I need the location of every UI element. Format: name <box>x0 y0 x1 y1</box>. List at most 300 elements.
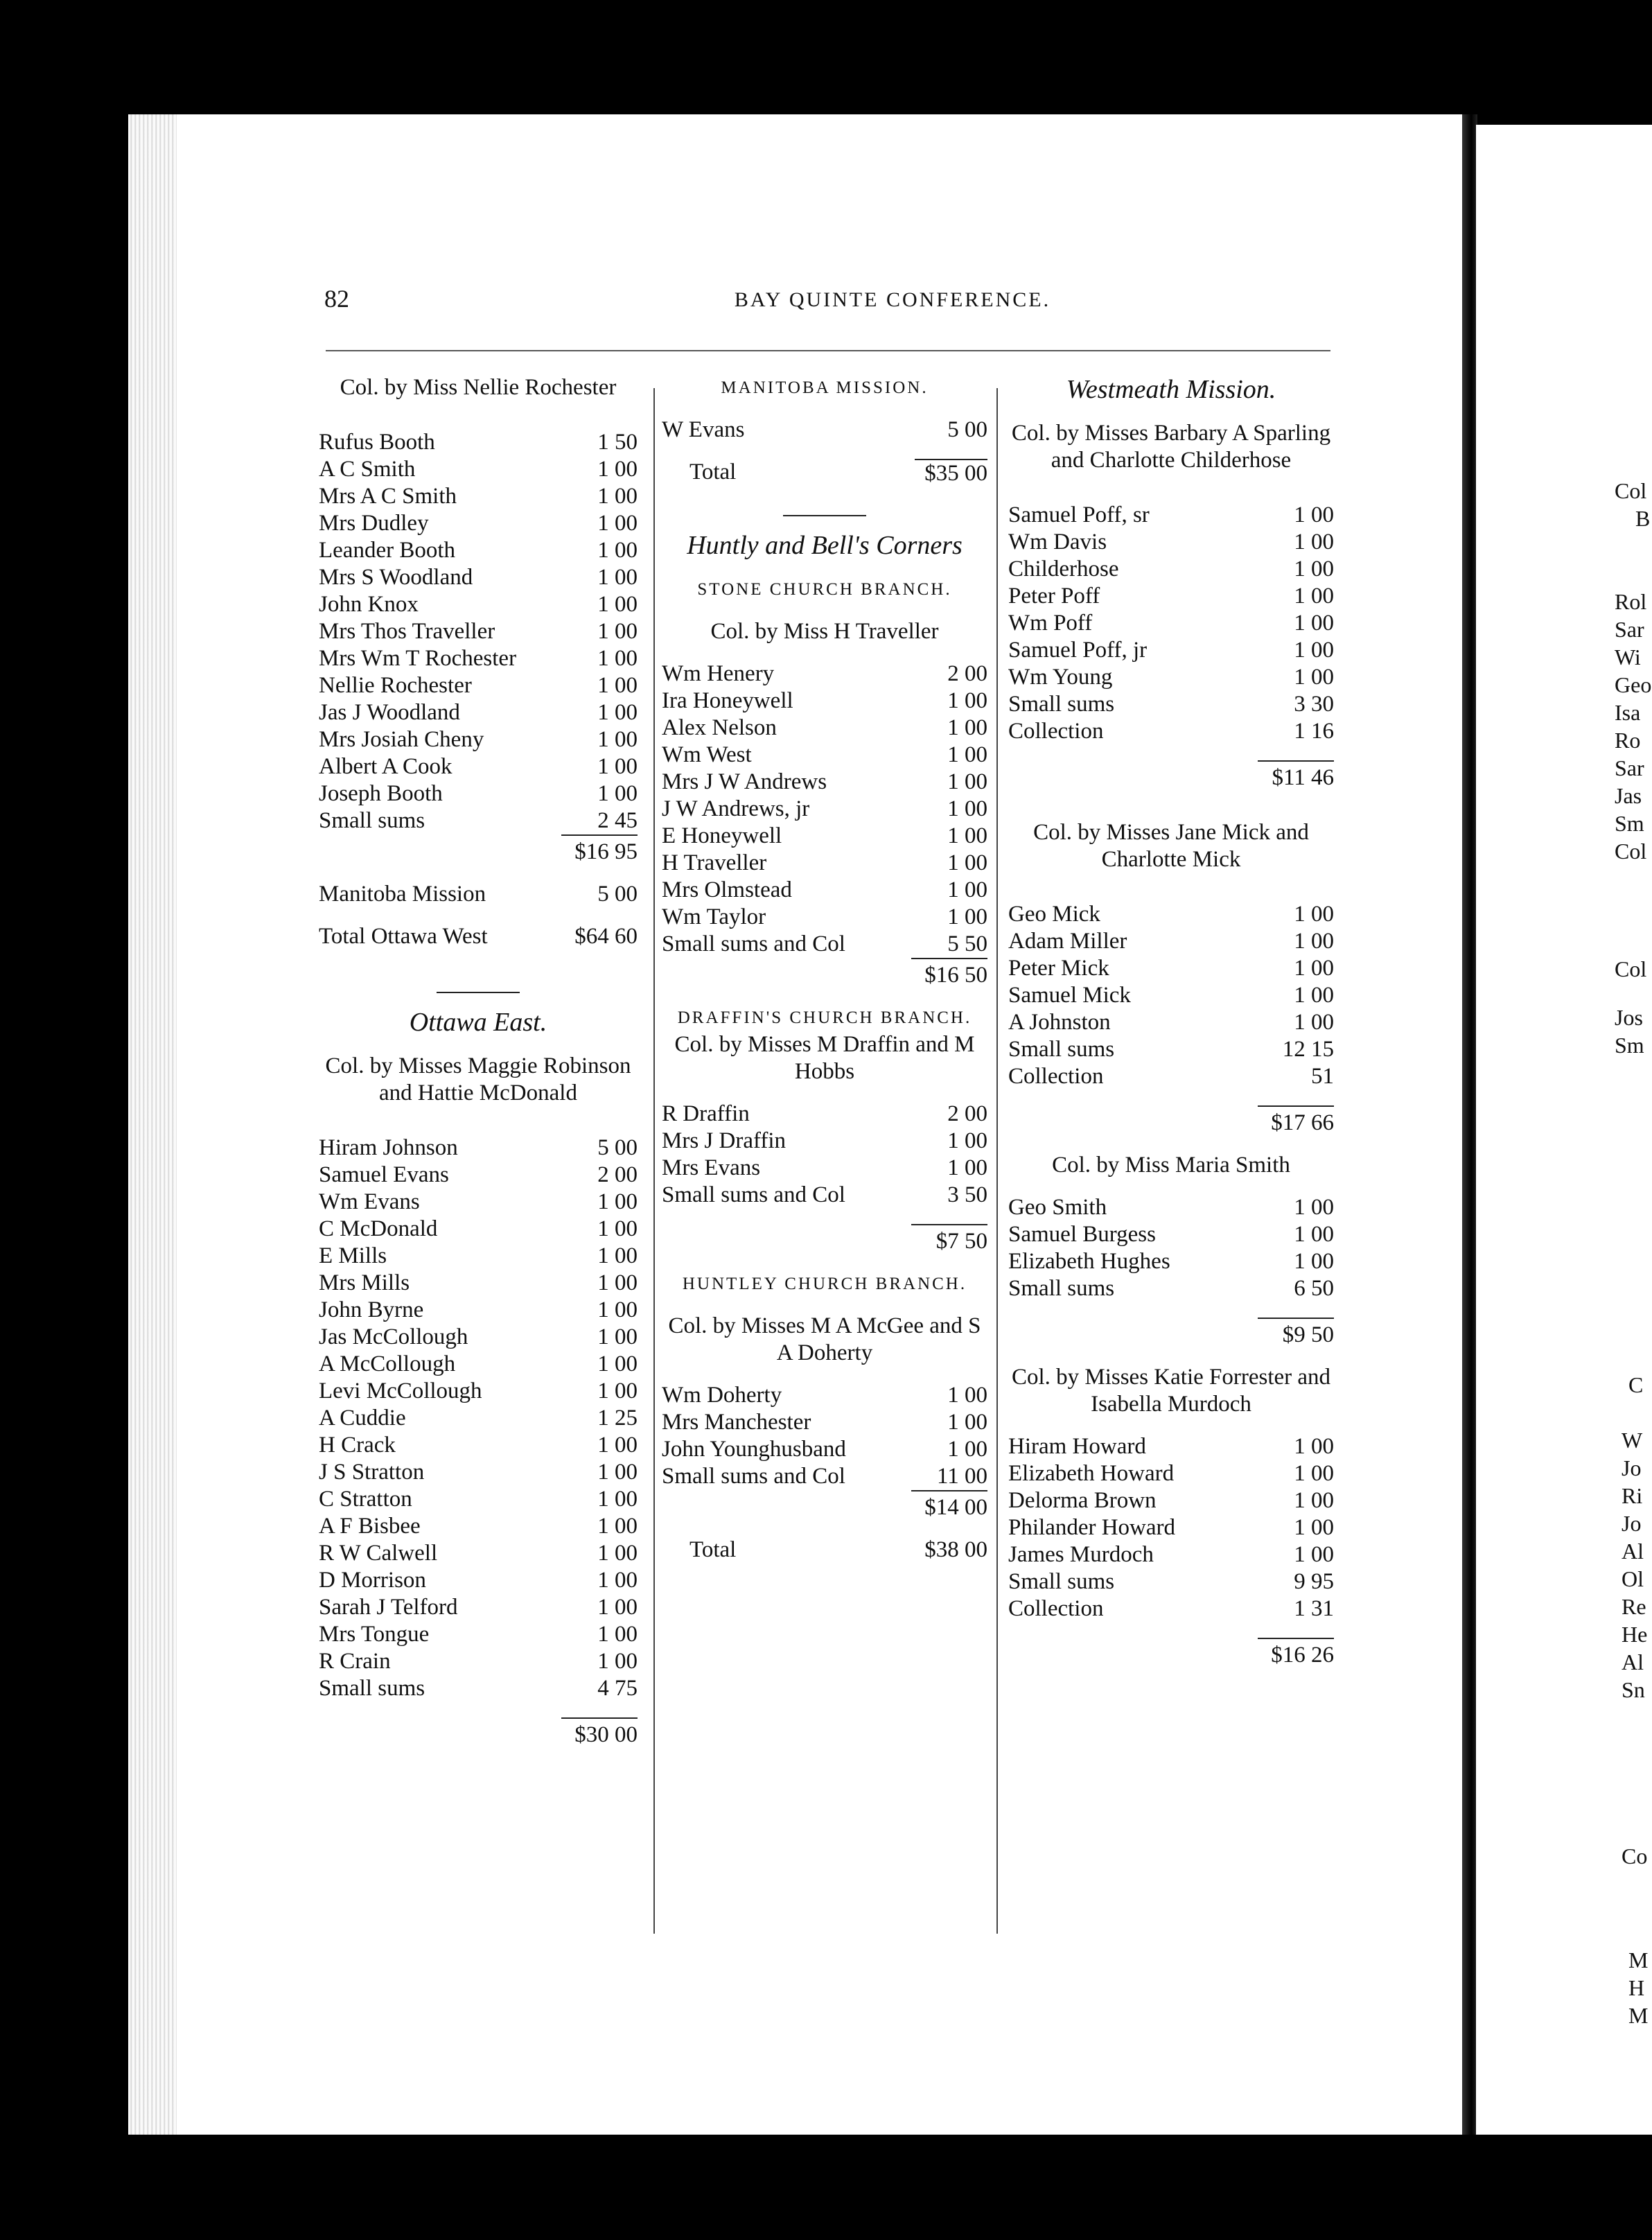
contributor-name: Wm Young <box>1008 665 1113 690</box>
amount: 51 <box>1311 1064 1334 1089</box>
contributor-name: John Byrne <box>319 1297 424 1322</box>
list-item <box>662 1382 987 1409</box>
contributor-name: Wm Doherty <box>662 1383 782 1408</box>
collector-heading: Col. by Miss Nellie Rochester <box>340 375 617 400</box>
contributor-name: Collection <box>1008 1596 1104 1621</box>
list-item <box>1008 637 1334 664</box>
contributor-name: E Honeywell <box>662 823 782 848</box>
contributor-name: A McCollough <box>319 1351 456 1376</box>
amount: 1 00 <box>597 1433 638 1458</box>
amount: 5 00 <box>597 1135 638 1160</box>
contributor-name: Small sums <box>1008 1569 1115 1594</box>
collector-heading: Col. by Misses M Draffin and M Hobbs <box>674 1032 975 1084</box>
amount: 1 00 <box>597 538 638 563</box>
entry-list <box>1008 502 1334 745</box>
amount: 1 00 <box>597 1649 638 1674</box>
list-item <box>319 1648 638 1675</box>
contributor-name: C Stratton <box>319 1487 412 1512</box>
header-rule <box>326 350 1330 351</box>
section-title: Ottawa East. <box>409 1008 547 1037</box>
list-item <box>1008 1009 1334 1036</box>
list-item <box>319 1432 638 1459</box>
amount: 1 00 <box>1294 1488 1334 1513</box>
amount: 1 00 <box>597 1324 638 1349</box>
amount: 1 00 <box>947 688 987 713</box>
subtotal: $16 95 <box>319 834 638 866</box>
contributor-name: R Crain <box>319 1649 391 1674</box>
amount: 1 00 <box>597 592 638 617</box>
list-item <box>319 645 638 672</box>
list-item <box>319 456 638 483</box>
amount: 1 00 <box>1294 611 1334 636</box>
facing-text-fragment: Ol <box>1622 1566 1644 1591</box>
list-item <box>319 672 638 699</box>
list-item <box>319 1621 638 1648</box>
amount: 1 00 <box>597 1595 638 1620</box>
contributor-name: Elizabeth Hughes <box>1008 1249 1170 1274</box>
contributor-name: Collection <box>1008 1064 1104 1089</box>
subtotal: $16 26 <box>1008 1638 1334 1669</box>
facing-text-fragment: Al <box>1622 1650 1644 1674</box>
list-item <box>319 537 638 564</box>
amount: 2 45 <box>597 808 638 833</box>
amount: 1 00 <box>947 742 987 767</box>
entry-list <box>1008 901 1334 1090</box>
contributor-name: Samuel Poff, sr <box>1008 502 1150 527</box>
contributor-name: Rufus Booth <box>319 430 435 455</box>
column-1 <box>319 374 638 1749</box>
amount: 1 00 <box>597 1270 638 1295</box>
contributor-name: Small sums and Col <box>662 1182 845 1207</box>
list-item <box>319 1459 638 1486</box>
amount: 1 00 <box>597 619 638 644</box>
amount: 1 00 <box>1294 983 1334 1008</box>
list-item <box>1008 1063 1334 1090</box>
column-divider <box>996 388 998 1934</box>
list-item <box>662 1436 987 1463</box>
contributor-name: Mrs A C Smith <box>319 484 457 509</box>
amount: 3 50 <box>947 1182 987 1207</box>
list-item <box>319 483 638 510</box>
contributor-name: Small sums <box>319 808 425 833</box>
list-item <box>662 1463 987 1490</box>
contributor-name: Mrs S Woodland <box>319 565 473 590</box>
contributor-name: Philander Howard <box>1008 1515 1176 1540</box>
amount: 1 00 <box>1294 1434 1334 1459</box>
amount: 1 00 <box>1294 665 1334 690</box>
facing-text-fragment: Col <box>1615 956 1647 981</box>
amount: 1 00 <box>947 1155 987 1180</box>
entry-list <box>1008 1194 1334 1302</box>
contributor-name: H Crack <box>319 1433 396 1458</box>
list-item <box>1008 529 1334 556</box>
list-item <box>662 850 987 877</box>
amount: 1 00 <box>947 769 987 794</box>
list-item <box>319 1297 638 1324</box>
contributor-name: A F Bisbee <box>319 1514 421 1539</box>
list-item <box>1008 1194 1334 1221</box>
collector-heading: Col. by Misses Katie Forrester and Isabella Murdoch <box>1011 1365 1331 1417</box>
amount: 1 00 <box>1294 557 1334 581</box>
facing-page <box>1476 125 1652 2135</box>
amount: 1 00 <box>597 781 638 806</box>
contributor-name: A Johnston <box>1008 1010 1111 1035</box>
amount: 1 00 <box>1294 956 1334 981</box>
amount: 1 00 <box>597 727 638 752</box>
facing-text-fragment: Jas <box>1615 783 1642 808</box>
facing-text-fragment: W <box>1622 1428 1643 1453</box>
amount: 1 00 <box>1294 1222 1334 1247</box>
contributor-name: J W Andrews, jr <box>662 796 810 821</box>
amount: 1 50 <box>597 430 638 455</box>
list-item <box>1008 1514 1334 1541</box>
list-item <box>662 877 987 904</box>
facing-text-fragment: Col <box>1615 478 1647 503</box>
amount: 1 00 <box>1294 1195 1334 1220</box>
contributor-name: C McDonald <box>319 1216 438 1241</box>
branch-heading: MANITOBA MISSION. <box>721 378 929 397</box>
amount: 1 00 <box>947 796 987 821</box>
list-item <box>1008 1433 1334 1460</box>
amount: 1 00 <box>947 850 987 875</box>
contributor-name: Peter Mick <box>1008 956 1109 981</box>
section-title: Westmeath Mission. <box>1066 375 1276 404</box>
list-item <box>662 660 987 688</box>
amount: 11 00 <box>936 1464 987 1489</box>
contributor-name: Mrs J Draffin <box>662 1128 787 1153</box>
amount: 1 00 <box>1294 530 1334 554</box>
column-2 <box>662 374 987 1564</box>
list-item <box>662 796 987 823</box>
contributor-name: A Cuddie <box>319 1406 406 1430</box>
facing-text-fragment: Sm <box>1615 1033 1644 1058</box>
list-item <box>319 1351 638 1378</box>
book-spine <box>1462 114 1477 2135</box>
list-item <box>662 742 987 769</box>
amount: 1 00 <box>597 754 638 779</box>
list-item <box>662 1101 987 1128</box>
facing-text-fragment: Wi <box>1615 645 1641 670</box>
contributor-name: Levi McCollough <box>319 1379 482 1403</box>
facing-text-fragment: C <box>1628 1372 1644 1397</box>
contributor-name: Childerhose <box>1008 557 1119 581</box>
amount: 1 00 <box>1294 1515 1334 1540</box>
list-item <box>319 1405 638 1432</box>
facing-text-fragment: H <box>1628 1975 1645 2000</box>
list-item <box>662 904 987 931</box>
contributor-name: Wm Poff <box>1008 611 1093 636</box>
facing-text-fragment: Sar <box>1615 755 1644 780</box>
amount: 2 00 <box>947 661 987 686</box>
list-item <box>1008 928 1334 955</box>
contributor-name: H Traveller <box>662 850 767 875</box>
amount: 1 31 <box>1294 1596 1334 1621</box>
list-item <box>1008 1568 1334 1595</box>
list-item <box>1008 610 1334 637</box>
contributor-name: Wm Taylor <box>662 904 766 929</box>
list-item <box>1008 1460 1334 1487</box>
amount: 1 00 <box>597 1487 638 1512</box>
contributor-name: Geo Mick <box>1008 902 1100 927</box>
page-edge <box>128 114 177 2135</box>
contributor-name: J S Stratton <box>319 1460 425 1485</box>
amount: 1 00 <box>947 715 987 740</box>
entry-list <box>1008 1433 1334 1622</box>
collector-heading: Col. by Misses Barbary A Sparling and Charlotte Childerhose <box>1011 421 1331 473</box>
collector-heading: Col. by Miss H Traveller <box>710 619 939 644</box>
column-divider <box>653 388 655 1934</box>
page-header <box>324 284 1051 319</box>
list-item <box>319 1324 638 1351</box>
collector-heading: Col. by Miss Maria Smith <box>1052 1153 1290 1178</box>
contributor-name: Joseph Booth <box>319 781 443 806</box>
list-item <box>662 769 987 796</box>
list-item <box>319 1486 638 1513</box>
list-item <box>1008 1541 1334 1568</box>
facing-text-fragment: M <box>1628 1948 1649 1972</box>
facing-text-fragment: M <box>1628 2003 1649 2028</box>
list-item <box>662 823 987 850</box>
contributor-name: Small sums and Col <box>662 1464 845 1489</box>
amount: 5 50 <box>947 931 987 956</box>
amount: 1 00 <box>597 565 638 590</box>
list-item <box>1008 691 1334 718</box>
list-item <box>1008 664 1334 691</box>
list-item <box>1008 1275 1334 1302</box>
contributor-name: Delorma Brown <box>1008 1488 1157 1513</box>
amount: 1 00 <box>1294 584 1334 609</box>
list-item <box>319 510 638 537</box>
facing-text-fragment: Geo <box>1615 672 1652 697</box>
list-item <box>1008 1221 1334 1248</box>
subtotal: $7 50 <box>662 1224 987 1255</box>
contributor-name: Samuel Evans <box>319 1162 449 1187</box>
contributor-name: Sarah J Telford <box>319 1595 458 1620</box>
facing-text-fragment: Al <box>1622 1539 1644 1564</box>
amount: 4 75 <box>597 1676 638 1701</box>
facing-text-fragment: Jo <box>1622 1455 1642 1480</box>
amount: 1 00 <box>947 823 987 848</box>
amount: 1 00 <box>597 700 638 725</box>
facing-text-fragment: Ro <box>1615 728 1641 753</box>
contributor-name: R Draffin <box>662 1101 750 1126</box>
contributor-name: Jas McCollough <box>319 1324 468 1349</box>
amount: 6 50 <box>1294 1276 1334 1301</box>
amount: 9 95 <box>1294 1569 1334 1594</box>
entry-list <box>319 1135 638 1702</box>
list-item <box>319 1135 638 1162</box>
contributor-name: Mrs Thos Traveller <box>319 619 495 644</box>
contributor-name: Mrs J W Andrews <box>662 769 827 794</box>
facing-text-fragment: Co <box>1622 1844 1648 1869</box>
amount: 1 00 <box>597 1568 638 1593</box>
list-item <box>1008 1036 1334 1063</box>
amount: 1 00 <box>597 511 638 536</box>
list-item <box>662 1155 987 1182</box>
amount: 1 00 <box>947 1383 987 1408</box>
amount: 12 15 <box>1282 1037 1334 1062</box>
amount: 1 00 <box>947 1128 987 1153</box>
list-item <box>319 1243 638 1270</box>
branch-heading: STONE CHURCH BRANCH. <box>697 580 952 599</box>
page-number: 82 <box>324 285 349 313</box>
contributor-name: John Younghusband <box>662 1437 846 1462</box>
list-item <box>319 564 638 591</box>
contributor-name: Geo Smith <box>1008 1195 1107 1220</box>
amount: 1 00 <box>597 1460 638 1485</box>
facing-text-fragment: Sar <box>1615 617 1644 642</box>
subtotal: $17 66 <box>1008 1105 1334 1137</box>
list-item <box>319 1216 638 1243</box>
list-item <box>1008 1487 1334 1514</box>
list-item <box>1008 1248 1334 1275</box>
contributor-name: Samuel Burgess <box>1008 1222 1156 1247</box>
list-item <box>319 429 638 456</box>
facing-text-fragment: Sm <box>1615 811 1644 836</box>
amount: 1 00 <box>597 1379 638 1403</box>
section-title: Huntly and Bell's Corners <box>687 531 963 560</box>
amount: 1 00 <box>947 1437 987 1462</box>
amount: 1 00 <box>597 1297 638 1322</box>
list-item <box>319 726 638 753</box>
facing-text-fragment: Ri <box>1622 1483 1643 1508</box>
facing-text-fragment: B <box>1635 506 1651 531</box>
list-item <box>319 1270 638 1297</box>
amount: 3 30 <box>1294 692 1334 717</box>
amount: 1 00 <box>597 673 638 698</box>
contributor-name: R W Calwell <box>319 1541 438 1566</box>
contributor-name: Adam Miller <box>1008 929 1127 954</box>
list-item <box>319 618 638 645</box>
entry-list <box>662 1101 987 1209</box>
amount: 1 00 <box>597 484 638 509</box>
branch-heading: DRAFFIN'S CHURCH BRANCH. <box>677 1008 972 1027</box>
total-row: Total $35 00 <box>689 460 987 486</box>
contributor-name: Samuel Mick <box>1008 983 1131 1008</box>
contributor-name: Small sums and Col <box>662 931 845 956</box>
contributor-name: Hiram Howard <box>1008 1434 1146 1459</box>
amount: 1 00 <box>947 904 987 929</box>
amount: 1 00 <box>597 1514 638 1539</box>
amount: 1 00 <box>597 1189 638 1214</box>
contributor-name: Mrs Wm T Rochester <box>319 646 517 671</box>
amount: 1 00 <box>597 1622 638 1647</box>
amount: 1 00 <box>947 1410 987 1435</box>
list-item: W Evans 5 00 <box>662 417 987 442</box>
amount: 1 00 <box>1294 1461 1334 1486</box>
contributor-name: Wm Henery <box>662 661 775 686</box>
list-item <box>319 1378 638 1405</box>
list-item <box>662 1182 987 1209</box>
amount: 1 00 <box>1294 1542 1334 1567</box>
list-item <box>662 931 987 958</box>
entry-list <box>662 1382 987 1490</box>
facing-text-fragment: Sn <box>1622 1677 1645 1702</box>
column-3 <box>1008 374 1334 1669</box>
contributor-name: Wm West <box>662 742 752 767</box>
list-item <box>662 715 987 742</box>
contributor-name: Mrs Evans <box>662 1155 761 1180</box>
amount: 1 00 <box>597 1541 638 1566</box>
contributor-name: Leander Booth <box>319 538 456 563</box>
contributor-name: Mrs Olmstead <box>662 877 792 902</box>
amount: 1 00 <box>597 1243 638 1268</box>
list-item <box>319 1513 638 1540</box>
contributor-name: Jas J Woodland <box>319 700 460 725</box>
amount: 1 00 <box>597 457 638 482</box>
list-item <box>319 1567 638 1594</box>
amount: 1 00 <box>1294 502 1334 527</box>
list-item <box>1008 718 1334 745</box>
list-item <box>319 1594 638 1621</box>
amount: 1 25 <box>597 1406 638 1430</box>
subtotal: $30 00 <box>319 1717 638 1749</box>
contributor-name: Wm Evans <box>319 1189 420 1214</box>
contributor-name: Mrs Josiah Cheny <box>319 727 484 752</box>
contributor-name: John Knox <box>319 592 419 617</box>
amount: 1 16 <box>1294 719 1334 744</box>
list-item <box>1008 955 1334 982</box>
manitoba-entry: Manitoba Mission 5 00 <box>319 882 638 907</box>
facing-text-fragment: Rol <box>1615 589 1647 614</box>
list-item <box>319 1189 638 1216</box>
amount: 1 00 <box>597 646 638 671</box>
list-item <box>319 807 638 834</box>
facing-text-fragment: Jo <box>1622 1511 1642 1536</box>
list-item <box>662 1409 987 1436</box>
contributor-name: Wm Davis <box>1008 530 1107 554</box>
amount: 1 00 <box>597 1216 638 1241</box>
subtotal: $9 50 <box>1008 1318 1334 1349</box>
amount: 1 00 <box>597 1351 638 1376</box>
subtotal: $11 46 <box>1008 760 1334 791</box>
contributor-name: Elizabeth Howard <box>1008 1461 1175 1486</box>
contributor-name: Small sums <box>1008 692 1115 717</box>
subtotal: $16 50 <box>662 958 987 989</box>
list-item <box>662 688 987 715</box>
contributor-name: Mrs Dudley <box>319 511 429 536</box>
amount: 2 00 <box>597 1162 638 1187</box>
contributor-name: James Murdoch <box>1008 1542 1154 1567</box>
contributor-name: Alex Nelson <box>662 715 777 740</box>
amount: 2 00 <box>947 1101 987 1126</box>
total-ottawa-west: Total Ottawa West $64 60 <box>319 924 638 949</box>
contributor-name: Small sums <box>319 1676 425 1701</box>
facing-text-fragment: Jos <box>1615 1005 1643 1030</box>
amount: 1 00 <box>1294 929 1334 954</box>
running-head: BAY QUINTE CONFERENCE. <box>734 288 1051 311</box>
list-item <box>319 1675 638 1702</box>
entry-list <box>319 429 638 834</box>
list-item <box>1008 502 1334 529</box>
collector-heading: Col. by Misses Maggie Robinson and Hattie McDonald <box>325 1053 631 1105</box>
contributor-name: Mrs Tongue <box>319 1622 430 1647</box>
amount: 1 00 <box>1294 902 1334 927</box>
contributor-name: E Mills <box>319 1243 387 1268</box>
list-item <box>1008 1595 1334 1622</box>
contributor-name: Samuel Poff, jr <box>1008 638 1148 663</box>
facing-text-fragment: Col <box>1615 839 1647 864</box>
amount: 1 00 <box>1294 1010 1334 1035</box>
list-item <box>319 753 638 780</box>
facing-text-fragment: Re <box>1622 1594 1646 1619</box>
list-item <box>1008 901 1334 928</box>
amount: 1 00 <box>1294 1249 1334 1274</box>
list-item <box>662 1128 987 1155</box>
list-item <box>319 780 638 807</box>
contributor-name: Albert A Cook <box>319 754 452 779</box>
facing-text-fragment: Isa <box>1615 700 1641 725</box>
